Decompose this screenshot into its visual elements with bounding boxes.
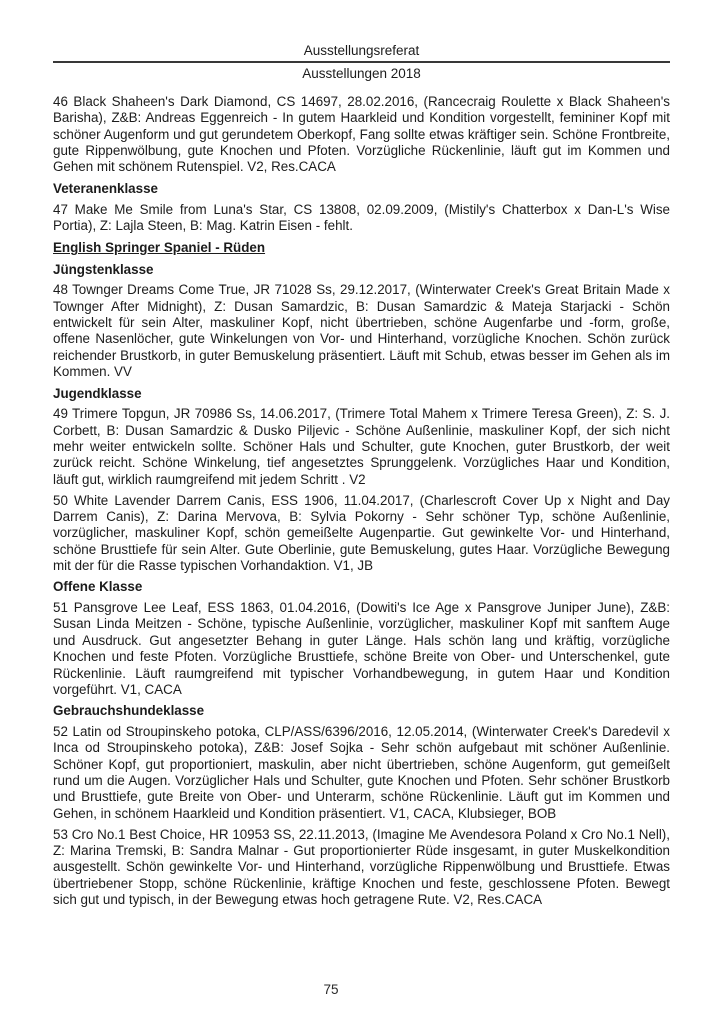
entry-52-paragraph: 52 Latin od Stroupinskeho potoka, CLP/ASS/6396/2016, 12.05.2014, (Winterwater Creek's Daredevil x Inca od Stroupinskeho potoka), Z&B: Josef Sojka - Sehr schön aufgebaut mit schöner Außenlinie. Schöner Kopf, gut proportioniert, maskulin, aber nicht übertrieben, schöne Augenform, gut gemeißelt rund um die Augen. Vorzüglicher Hals und Schulter, gute Knochen und Pfoten. Sehr schöner Brustkorb und Brusttiefe, gute Breite von Ober- und Unterarm, schöne Rückenlinie. Läuft gut im Kommen und Gehen, in schönem Haarkleid und Kondition präsentiert. V1, CACA, Klubsieger, BOB [53, 724, 670, 821]
class-heading-jugendklasse: Jugendklasse [53, 385, 142, 401]
breed-heading-english-springer-spaniel: English Springer Spaniel - Rüden [53, 240, 266, 256]
document-header [53, 42, 670, 82]
entry-51-paragraph: 51 Pansgrove Lee Leaf, ESS 1863, 01.04.2016, (Dowiti's Ice Age x Pansgrove Juniper June), Z&B: Susan Linda Meitzen - Schöne, typische Außenlinie, vorzüglicher, maskuliner Kopf mit sanftem Auge und Ausdruck. Gut angesetzter Behang in guter Länge. Hals schön lang und kräftig, vorzügliche Knochen und feste Pfoten. Vorzügliche Brusttiefe, schöne Breite von Ober- und Unterschenkel, gute Rückenlinie. Läuft raumgreifend mit typischer Vorhandbewegung, in gutem Haar und Kondition vorgeführt. V1, CACA [53, 600, 670, 697]
entry-46-paragraph: 46 Black Shaheen's Dark Diamond, CS 14697, 28.02.2016, (Rancecraig Roulette x Black Shaheen's Barisha), Z&B: Andreas Eggenreich - In gutem Haarkleid und Kondition vorgestellt, femininer Kopf mit schöner Augenform und gut gerundetem Oberkopf, Fang sollte etwas kräftiger sein. Schöne Frontbreite, gute Rippenwölbung, gute Knochen und Pfoten. Vorzügliche Rückenlinie, läuft gut im Kommen und Gehen mit schönem Rutenspiel. V2, Res.CACA [53, 94, 670, 175]
entry-53-paragraph: 53 Cro No.1 Best Choice, HR 10953 SS, 22.11.2013, (Imagine Me Avendesora Poland x Cro No.1 Nell), Z: Marina Tremski, B: Sandra Malnar - Gut proportionierter Rüde insgesamt, in guter Muskelkondition ausgestellt. Schön gewinkelte Vor- und Hinterhand, vorzügliche Rippenwölbung und Brusttiefe. Etwas übertriebener Stopp, schöne Rückenlinie, kräftige Knochen und feste, geschlossene Pfoten. Bewegt sich gut und typisch, in der Bewegung etwas hoch getragene Rute. V2, Res.CACA [53, 826, 670, 907]
header-title: Ausstellungsreferat [303, 43, 420, 58]
page-number: 75 [323, 982, 339, 997]
entry-47-paragraph: 47 Make Me Smile from Luna's Star, CS 13808, 02.09.2009, (Mistily's Chatterbox x Dan-L's Wise Portia), Z: Lajla Steen, B: Mag. Katrin Eisen - fehlt. [53, 201, 670, 233]
entry-50-paragraph: 50 White Lavender Darrem Canis, ESS 1906, 11.04.2017, (Charlescroft Cover Up x Night and Day Darrem Canis), Z: Darina Mervova, B: Sylvia Pokorny - Sehr schöner Typ, schöne Außenlinie, vorzüglicher, maskuliner Kopf, schön gemeißelte Augenpartie. Gut gewinkelte Vor- und Hinterhand, schöne Brusttiefe für sein Alter. Gute Oberlinie, gute Bemuskelung, gutes Haar. Vorzügliche Bewegung mit der für die Rasse typischen Vorhandaktion. V1, JB [53, 492, 670, 573]
header-subtitle: Ausstellungen 2018 [302, 66, 421, 81]
class-heading-veteranenklasse: Veteranenklasse [53, 180, 158, 196]
entry-49-paragraph: 49 Trimere Topgun, JR 70986 Ss, 14.06.2017, (Trimere Total Mahem x Trimere Teresa Green), Z: S. J. Corbett, B: Dusan Samardzic & Dusko Piljevic - Schöne Außenlinie, maskuliner Kopf, der sich nicht mehr weiter entwickeln sollte. Schöner Hals und Schulter, gute Knochen, guter Brustkorb, der weit zurück reicht. Schöne Winkelung, tief angesetztes Sprunggelenk. Vorzügliches Haar und Kondition, läuft gut, wirklich raumgreifend mit jedem Schritt . V2 [53, 406, 670, 487]
document-body [53, 94, 670, 908]
class-heading-offene-klasse: Offene Klasse [53, 579, 143, 595]
entry-48-paragraph: 48 Townger Dreams Come True, JR 71028 Ss, 29.12.2017, (Winterwater Creek's Great Britain Made x Townger After Midnight), Z: Dusan Samardzic, B: Dusan Samardzic & Mateja Starjacki - Schön entwickelt für sein Alter, maskuliner Kopf, nicht übertrieben, schöne Augenfarbe und -form, große, offene Nasenlöcher, gute Winkelungen von Vor- und Hinterhand, vorzügliche Knochen. Schön zurück reichender Brustkorb, in guter Bemuskelung präsentiert. Läuft mit Schub, etwas besser im Gehen als im Kommen. VV [53, 282, 670, 380]
class-heading-juengstenklasse: Jüngstenklasse [53, 261, 154, 277]
class-heading-gebrauchshundeklasse: Gebrauchshundeklasse [53, 703, 205, 719]
